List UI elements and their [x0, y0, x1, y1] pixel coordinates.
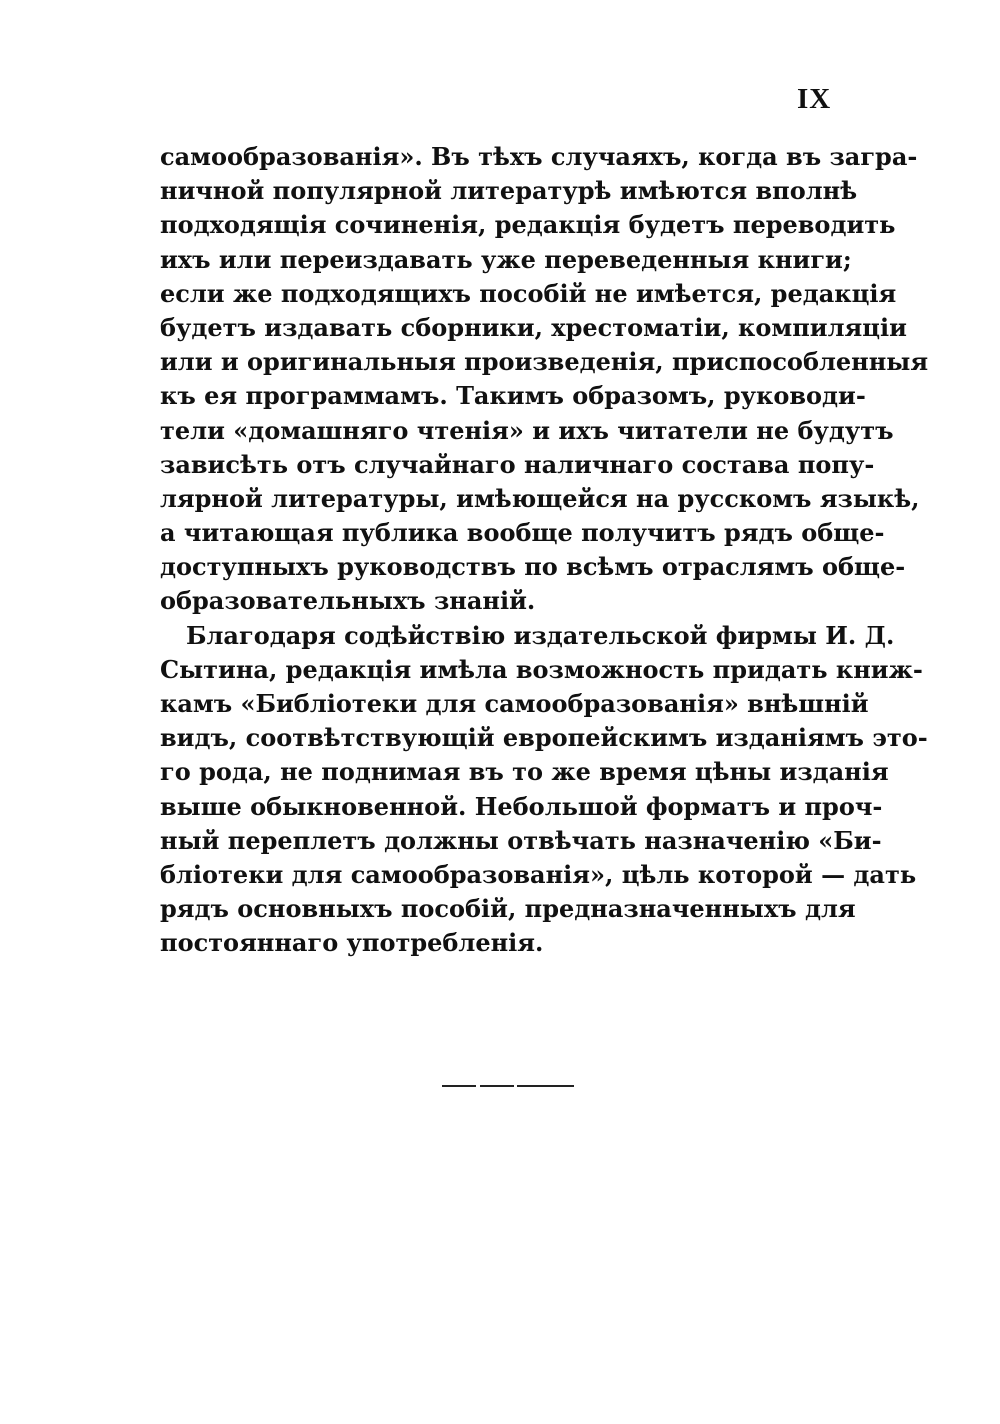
text-line: если же подходящихъ пособій не имѣется, редакція — [160, 278, 897, 308]
text-line: видъ, соотвѣтствующій европейскимъ изданіямъ это- — [160, 723, 928, 753]
text-line: Сытина, редакція имѣла возможность придать книж- — [160, 654, 923, 684]
text-line: а читающая публика вообще получитъ рядъ обще- — [160, 518, 885, 548]
text-line: или и оригинальныя произведенія, приспособленныя — [160, 347, 929, 377]
text-line: самообразованія». Въ тѣхъ случаяхъ, когда въ загра- — [160, 142, 918, 171]
text-line: камъ «Библіотеки для самообразованія» внѣшній — [160, 689, 869, 718]
body-text — [160, 140, 929, 961]
text-line: образовательныхъ знаній. — [160, 586, 536, 616]
text-line: ный переплетъ должны отвѣчать назначенію «Би- — [160, 825, 882, 855]
section-end-rule — [442, 1085, 574, 1087]
text-line: ихъ или переиздавать уже переведенныя книги; — [160, 244, 852, 274]
text-line: Благодаря содѣйствію издательской фирмы И. Д. — [186, 620, 895, 650]
text-line: бліотеки для самообразованія», цѣль которой — дать — [160, 859, 917, 889]
text-line: тели «домашняго чтенія» и ихъ читатели не будутъ — [160, 415, 894, 445]
text-line: лярной литературы, имѣющейся на русскомъ языкѣ, — [160, 483, 920, 513]
text-line: ничной популярной литературѣ имѣются вполнѣ — [160, 176, 858, 206]
text-line: рядъ основныхъ пособій, предназначенныхъ для — [160, 894, 856, 924]
text-line: выше обыкновенной. Небольшой форматъ и проч- — [160, 791, 883, 821]
text-line: къ ея программамъ. Такимъ образомъ, руководи- — [160, 381, 866, 411]
rule-gap — [476, 1083, 480, 1089]
rule-gap — [514, 1083, 517, 1089]
text-line: будетъ издавать сборники, хрестоматіи, компиляціи — [160, 312, 907, 342]
text-line: подходящія сочиненія, редакція будетъ переводить — [160, 210, 896, 240]
text-line: постояннаго употребленія. — [160, 928, 544, 958]
text-line: го рода, не поднимая въ то же время цѣны изданія — [160, 757, 889, 787]
text-line: зависѣть отъ случайнаго наличнаго состава попу- — [160, 449, 875, 479]
page-number: IX — [797, 83, 832, 115]
text-line: доступныхъ руководствъ по всѣмъ отраслямъ обще- — [160, 552, 906, 582]
